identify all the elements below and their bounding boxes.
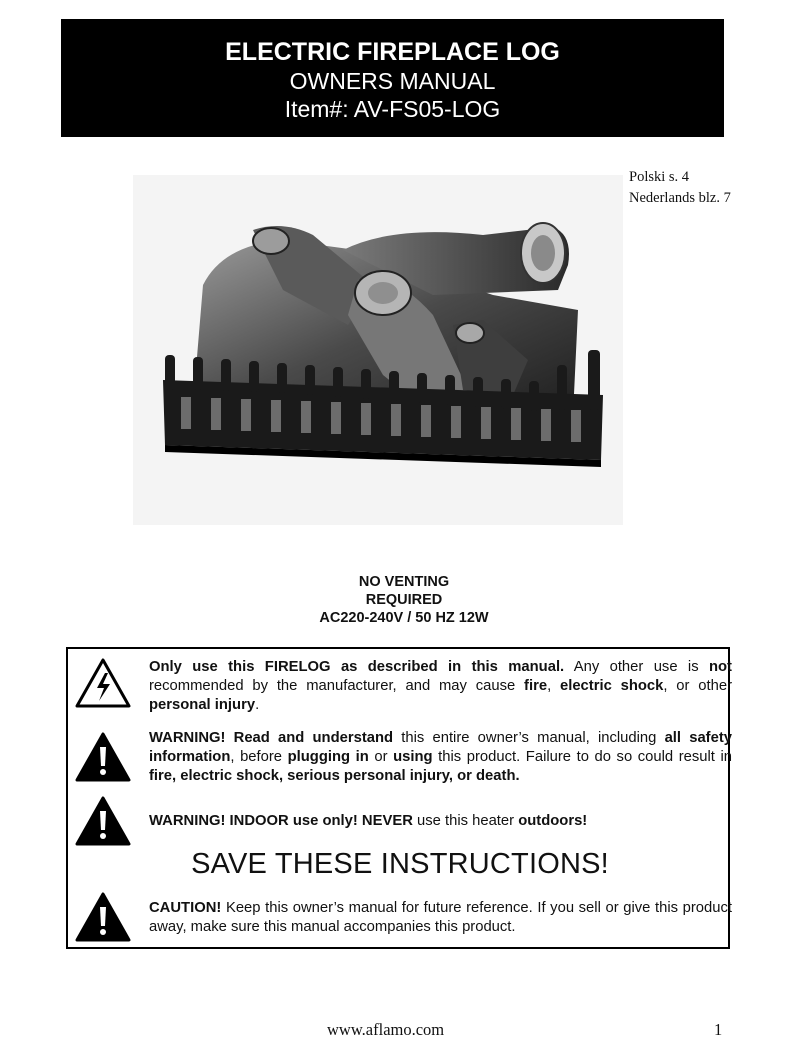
power-specifications: [210, 573, 598, 627]
save-instructions-heading: SAVE THESE INSTRUCTIONS!: [191, 848, 609, 880]
website-url[interactable]: www.aflamo.com: [327, 1020, 445, 1039]
spec-line-2: REQUIRED: [365, 592, 443, 608]
electric-hazard-icon: [74, 657, 132, 709]
language-index: [629, 167, 789, 209]
warning-indoor-only: WARNING! INDOOR use only! NEVER use this heater outdoors!: [149, 813, 588, 829]
warning-icon: [74, 795, 132, 847]
language-nederlands: Nederlands blz. 7: [629, 190, 731, 206]
item-number: Item#: AV-FS05-LOG: [284, 96, 501, 122]
spec-line-1: NO VENTING: [358, 574, 450, 590]
page-number: 1: [714, 1020, 723, 1039]
caution-icon: [74, 891, 132, 943]
warning-icon: [74, 731, 132, 783]
caution-keep-manual: CAUTION! Keep this owner’s manual for future reference. If you sell or give this product away, make sure this manual accompanies this product.: [149, 900, 732, 935]
safety-warning-box: [66, 647, 730, 949]
document-subtitle: OWNERS MANUAL: [289, 68, 496, 94]
spec-line-3: AC220-240V / 50 HZ 12W: [319, 610, 489, 626]
warning-intended-use: Only use this FIRELOG as described in this manual. Any other use is not recommended by the manufacturer, and may cause fire, electric shock, or other personal injury.: [149, 659, 732, 713]
language-polski: Polski s. 4: [629, 169, 690, 185]
title-banner: [61, 19, 724, 137]
warning-read-manual: WARNING! Read and understand this entire owner’s manual, including all safety information, before plugging in or using this product. Failure to do so could result in fire, electric shock, serious personal injury, or death.: [149, 730, 732, 784]
document-title: ELECTRIC FIREPLACE LOG: [225, 38, 560, 66]
fireplace-log-photo: [133, 175, 623, 525]
